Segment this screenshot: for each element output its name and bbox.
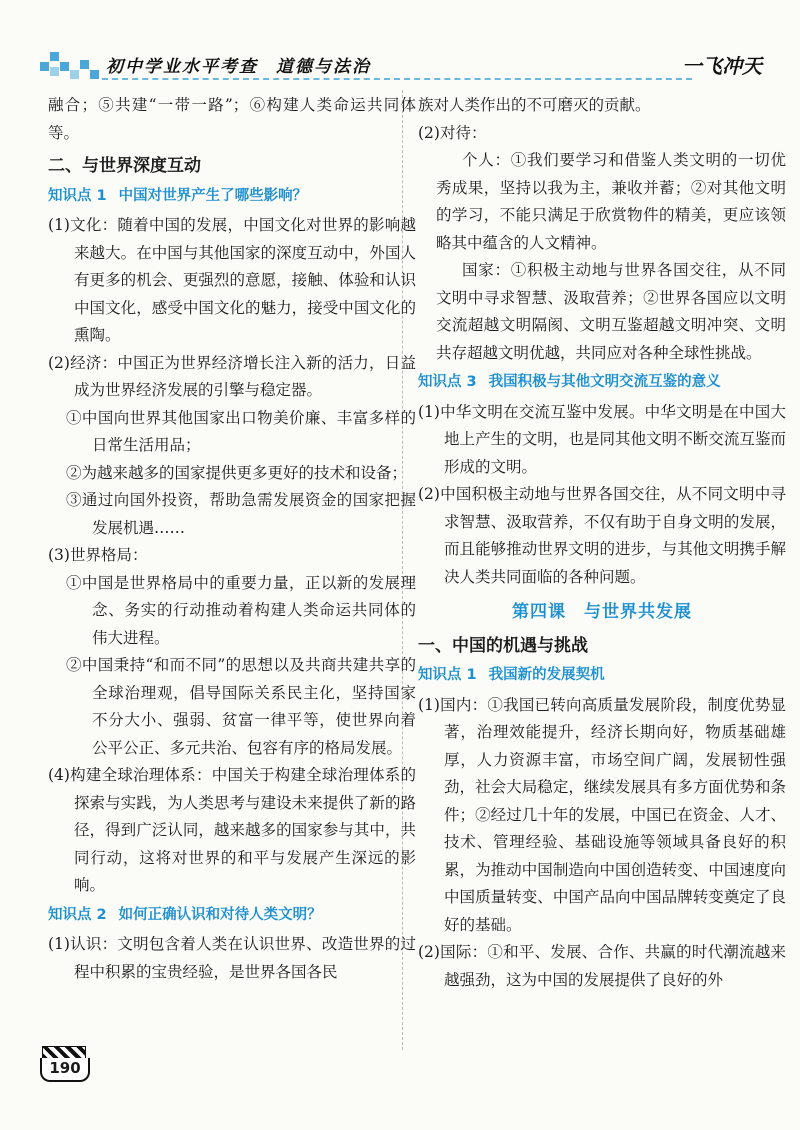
lesson-title — [418, 599, 786, 627]
page-number: 190 — [40, 1058, 90, 1082]
knowledge-point-title: 如何正确认识和对待人类文明？ — [118, 906, 322, 923]
paragraph: (3)世界格局： — [48, 546, 148, 564]
knowledge-point-heading — [48, 902, 416, 930]
knowledge-point-tag: 知识点 1 — [48, 187, 107, 204]
paragraph: 个人：①我们要学习和借鉴人类文明的一切优秀成果，坚持以我为主，兼收并蓄；②对其他文明的学习，不能只满足于欣赏物件的精美，更应该领略其中蕴含的人文精神。 — [436, 151, 786, 252]
knowledge-point-title: 我国新的发展契机 — [488, 667, 605, 683]
paragraph: ①中国向世界其他国家出口物美价廉、丰富多样的日常生活用品； — [66, 408, 416, 454]
header-logo-blocks — [40, 48, 100, 80]
paragraph: (2)对待： — [418, 123, 487, 142]
paragraph: (2)国际：①和平、发展、合作、共赢的时代潮流越来越强劲，这为中国的发展提供了良好的外 — [418, 943, 786, 989]
knowledge-point-heading — [418, 662, 786, 690]
knowledge-point-tag: 知识点 3 — [418, 374, 477, 390]
lesson-number: 第四课 — [512, 602, 566, 622]
knowledge-point-title: 我国积极与其他文明交流互鉴的意义 — [488, 374, 721, 390]
brand-logo-text: 一飞冲天 — [682, 54, 762, 78]
paragraph: 族对人类作出的不可磨灭的贡献。 — [418, 96, 651, 114]
paragraph: ①中国是世界格局中的重要力量，正以新的发展理念、务实的行动推动着构建人类命运共同体的伟大进程。 — [66, 573, 416, 647]
section-heading: 二、与世界深度互动 — [48, 156, 201, 176]
paragraph: (1)认识：文明包含着人类在认识世界、改造世界的过程中积累的宝贵经验，是世界各国各民 — [48, 935, 416, 981]
right-column — [418, 92, 786, 994]
header-title — [106, 52, 371, 77]
paragraph: (1)文化：随着中国的发展，中国文化对世界的影响越来越大。在中国与其他国家的深度互动中，外国人有更多的机会、更强烈的意愿，接触、体验和认识中国文化，感受中国文化的魅力，接受中国文化的熏陶。 — [48, 216, 416, 344]
page-header — [40, 44, 762, 84]
paragraph: (1)国内：①我国已转向高质量发展阶段，制度优势显著，治理效能提升，经济长期向好，物质基础雄厚，人力资源丰富，市场空间广阔，发展韧性强劲，社会大局稳定，继续发展具有多方面优势和条件；②经过几十年的发展，中国已在资金、人才、技术、管理经验、基础设施等领域具备良好的积累，为推动中国制造向中国创造转变、中国速度向中国质量转变、中国产品向中国品牌转变奠定了良好的基础。 — [418, 695, 786, 934]
paragraph: (4)构建全球治理体系：中国关于构建全球治理体系的探索与实践，为人类思考与建设未来提供了新的路径，得到广泛认同，越来越多的国家参与其中，共同行动，这将对世界的和平与发展产生深远的影响。 — [48, 766, 416, 894]
paragraph: ③通过向国外投资，帮助急需发展资金的国家把握发展机遇…… — [66, 491, 416, 537]
page-number-badge — [40, 1046, 86, 1080]
knowledge-point-heading — [418, 369, 786, 397]
paragraph: ②为越来越多的国家提供更多更好的技术和设备； — [66, 463, 408, 482]
paragraph: (1)中华文明在交流互鉴中发展。中华文明是在中国大地上产生的文明，也是同其他文明不断交流互鉴而形成的文明。 — [418, 402, 786, 476]
paragraph: 融合；⑤共建“一带一路”；⑥构建人类命运共同体等。 — [48, 96, 416, 142]
paragraph: (2)经济：中国正为世界经济增长注入新的活力，日益成为世界经济发展的引擎与稳定器。 — [48, 353, 416, 399]
lesson-name: 与世界共发展 — [584, 602, 692, 622]
paragraph: 国家：①积极主动地与世界各国交往，从不同文明中寻求智慧、汲取营养；②世界各国应以文明交流超越文明隔阂、文明互鉴超越文明冲突、文明共存超越文明优越，共同应对各种全球性挑战。 — [436, 261, 786, 362]
paragraph: ②中国秉持“和而不同”的思想以及共商共建共享的全球治理观，倡导国际关系民主化，坚持国家不分大小、强弱、贫富一律平等，使世界向着公平公正、多元共治、包容有序的格局发展。 — [66, 656, 416, 757]
paragraph: (2)中国积极主动地与世界各国交往，从不同文明中寻求智慧、汲取营养，不仅有助于自身文明的发展，而且能够推动世界文明的进步，与其他文明携手解决人类共同面临的各种问题。 — [418, 485, 786, 586]
book-title: 初中学业水平考查 — [106, 57, 258, 77]
subject-title: 道德与法治 — [276, 57, 371, 77]
left-column — [48, 92, 416, 986]
section-heading: 一、中国的机遇与挑战 — [418, 635, 588, 656]
knowledge-point-tag: 知识点 2 — [48, 906, 107, 923]
knowledge-point-tag: 知识点 1 — [418, 667, 477, 683]
knowledge-point-heading — [48, 183, 416, 211]
knowledge-point-title: 中国对世界产生了哪些影响？ — [118, 187, 308, 204]
header-rule — [102, 78, 692, 80]
